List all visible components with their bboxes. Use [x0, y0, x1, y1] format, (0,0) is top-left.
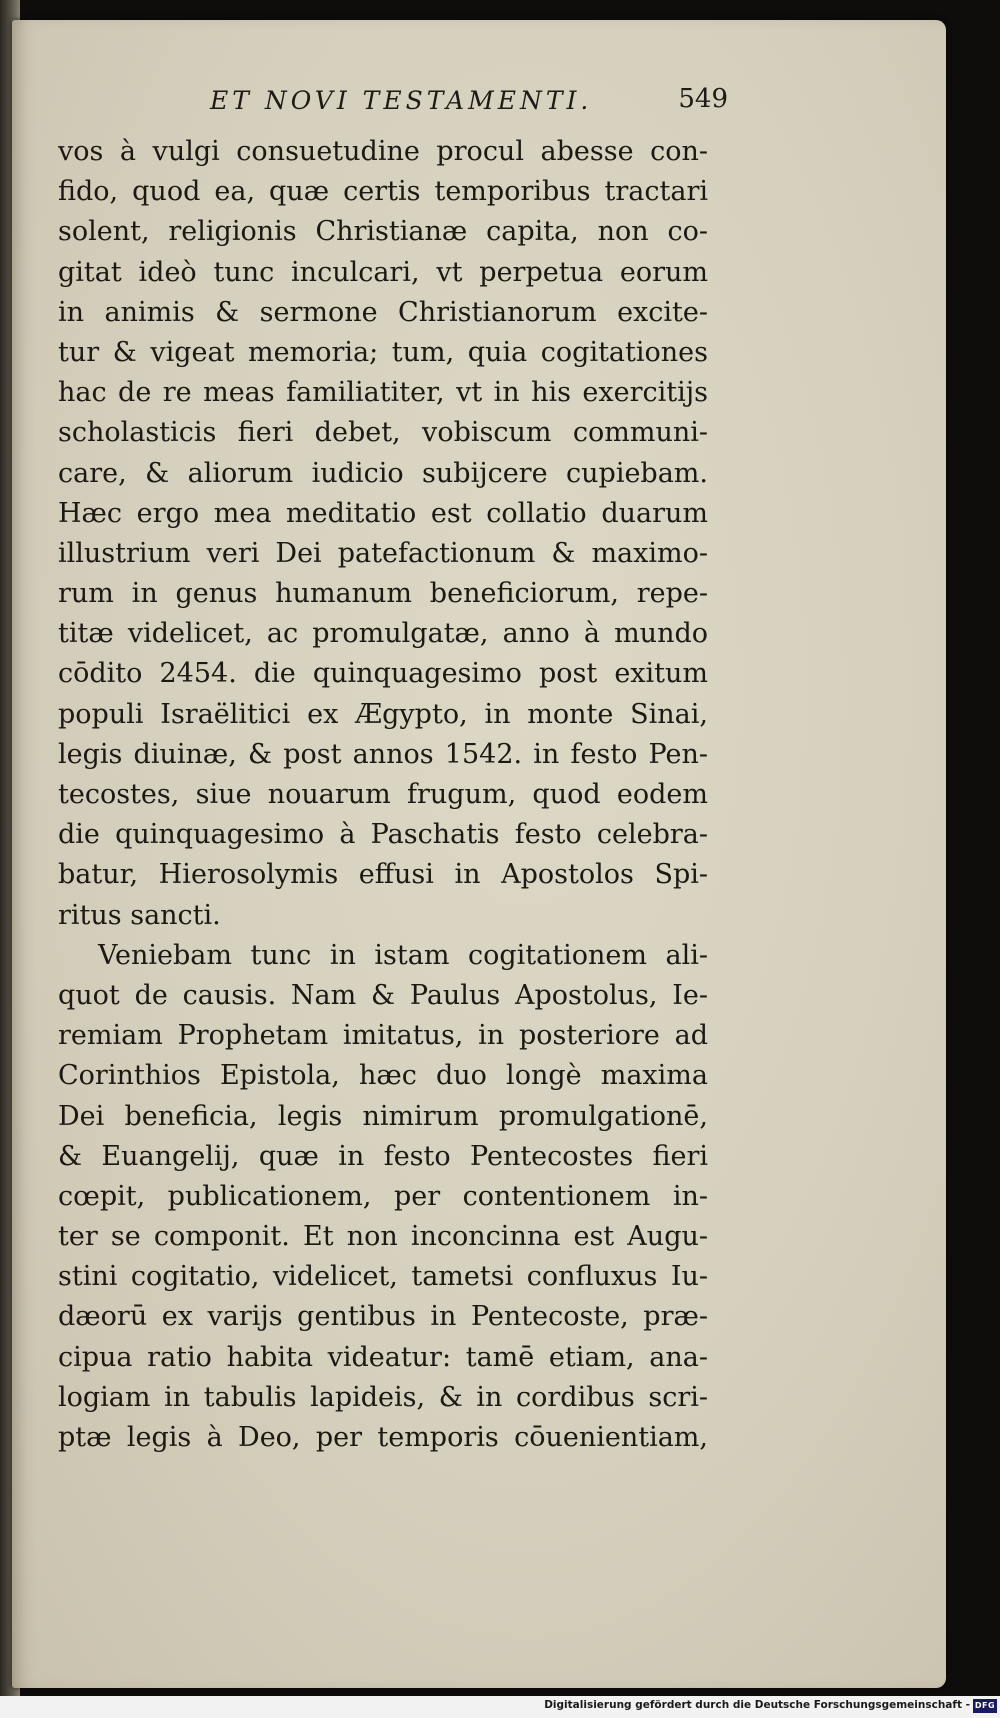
text-line: in animis & sermone Christianorum excite-	[58, 296, 708, 328]
dfg-logo-icon: DFG	[973, 1699, 997, 1713]
book-page	[12, 20, 946, 1688]
page-number: 549	[678, 84, 728, 114]
text-line: vos à vulgi consuetudine procul abesse con-	[58, 136, 708, 167]
text-line: dæorū ex varijs gentibus in Pentecoste, præ-	[58, 1301, 708, 1333]
text-line: ter se componit. Et non inconcinna est Augu-	[58, 1221, 708, 1253]
text-line: logiam in tabulis lapideis, & in cordibus scri-	[58, 1381, 708, 1413]
text-line: tecostes, siue nouarum frugum, quod eodem	[58, 779, 708, 810]
text-line: remiam Prophetam imitatus, in posteriore ad	[58, 1020, 708, 1052]
text-line: cœpit, publicationem, per contentionem in-	[58, 1180, 708, 1212]
text-line: gitat ideò tunc inculcari, vt perpetua eorum	[58, 256, 708, 288]
digitization-footer	[0, 1696, 1000, 1718]
text-line: cipua ratio habita videatur: tamē etiam, ana-	[58, 1341, 708, 1373]
text-line: stini cogitatio, videlicet, tametsi confluxus Iu-	[58, 1261, 708, 1293]
text-line: solent, religionis Christianæ capita, non co-	[58, 216, 708, 248]
text-line: die quinquagesimo à Paschatis festo celebra-	[58, 819, 708, 851]
text-line: titæ videlicet, ac promulgatæ, anno à mundo	[58, 618, 708, 650]
text-line: Dei beneficia, legis nimirum promulgationē,	[58, 1100, 708, 1132]
text-line: rum in genus humanum beneficiorum, repe-	[58, 578, 708, 610]
text-line: scholasticis fieri debet, vobiscum communi-	[58, 417, 708, 449]
text-line: hac de re meas familiatiter, vt in his exercitijs	[58, 377, 708, 409]
page-header	[12, 86, 946, 126]
text-line: fido, quod ea, quæ certis temporibus tractari	[58, 176, 708, 208]
running-head: ET NOVI TESTAMENTI.	[210, 86, 593, 115]
funding-credit: Digitalisierung gefördert durch die Deutsche Forschungsgemeinschaft -	[544, 1699, 970, 1711]
text-line: quot de causis. Nam & Paulus Apostolus, Ie-	[58, 979, 708, 1011]
text-line: populi Israëlitici ex Ægypto, in monte Sinai,	[58, 698, 708, 730]
text-line: care, & aliorum iudicio subijcere cupiebam.	[58, 457, 708, 489]
text-line: Veniebam tunc in istam cogitationem ali-	[98, 939, 708, 971]
body-text	[58, 132, 708, 1458]
text-line: illustrium veri Dei patefactionum & maximo-	[58, 537, 708, 569]
text-line: ritus sancti.	[58, 899, 221, 931]
text-line: ptæ legis à Deo, per temporis cōuenientiam,	[58, 1422, 708, 1453]
text-line: tur & vigeat memoria; tum, quia cogitationes	[58, 336, 708, 368]
text-line: legis diuinæ, & post annos 1542. in festo Pen-	[58, 738, 708, 770]
text-line: Hæc ergo mea meditatio est collatio duarum	[58, 497, 708, 529]
text-line: & Euangelij, quæ in festo Pentecostes fieri	[58, 1140, 708, 1172]
text-line: batur, Hierosolymis effusi in Apostolos Spi-	[58, 859, 708, 891]
text-line: cōdito 2454. die quinquagesimo post exitum	[58, 658, 708, 690]
text-line: Corinthios Epistola, hæc duo longè maxima	[58, 1060, 708, 1092]
